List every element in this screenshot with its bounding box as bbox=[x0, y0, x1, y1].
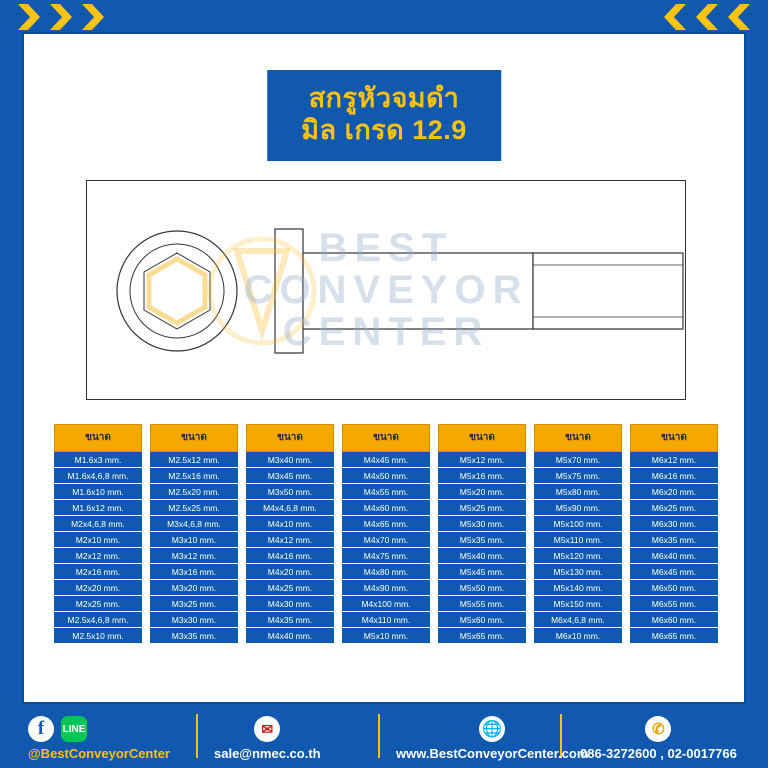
column-header: ขนาด bbox=[150, 424, 238, 452]
chevron-icon bbox=[664, 4, 686, 30]
table-row: M2x10 mm. bbox=[54, 532, 142, 548]
table-row: M4x55 mm. bbox=[342, 484, 430, 500]
table-row: M4x90 mm. bbox=[342, 580, 430, 596]
table-row: M6x16 mm. bbox=[630, 468, 718, 484]
column-header: ขนาด bbox=[246, 424, 334, 452]
phone-number[interactable]: 086-3272600 , 02-0017766 bbox=[580, 746, 737, 761]
table-row: M4x45 mm. bbox=[342, 452, 430, 468]
table-row: M4x35 mm. bbox=[246, 612, 334, 628]
footer-divider bbox=[378, 714, 380, 758]
table-row: M5x60 mm. bbox=[438, 612, 526, 628]
table-row: M5x55 mm. bbox=[438, 596, 526, 612]
table-row: M6x45 mm. bbox=[630, 564, 718, 580]
table-row: M4x10 mm. bbox=[246, 516, 334, 532]
table-row: M6x4,6,8 mm. bbox=[534, 612, 622, 628]
table-row: M6x65 mm. bbox=[630, 628, 718, 643]
table-row: M3x30 mm. bbox=[150, 612, 238, 628]
size-column bbox=[54, 424, 142, 643]
table-row: M5x20 mm. bbox=[438, 484, 526, 500]
table-row: M3x20 mm. bbox=[150, 580, 238, 596]
chevron-icon bbox=[50, 4, 72, 30]
chevron-icon bbox=[696, 4, 718, 30]
table-row: M3x25 mm. bbox=[150, 596, 238, 612]
table-row: M4x100 mm. bbox=[342, 596, 430, 612]
size-column bbox=[630, 424, 718, 643]
size-column bbox=[438, 424, 526, 643]
table-row: M6x12 mm. bbox=[630, 452, 718, 468]
table-row: M3x12 mm. bbox=[150, 548, 238, 564]
table-row: M5x12 mm. bbox=[438, 452, 526, 468]
table-row: M4x60 mm. bbox=[342, 500, 430, 516]
table-row: M2.5x12 mm. bbox=[150, 452, 238, 468]
footer-divider bbox=[196, 714, 198, 758]
table-row: M2x4,6,8 mm. bbox=[54, 516, 142, 532]
column-header: ขนาด bbox=[630, 424, 718, 452]
table-row: M5x140 mm. bbox=[534, 580, 622, 596]
table-row: M4x30 mm. bbox=[246, 596, 334, 612]
chevron-decoration-right bbox=[664, 4, 750, 30]
table-row: M6x50 mm. bbox=[630, 580, 718, 596]
website-url[interactable]: www.BestConveyorCenter.com bbox=[396, 746, 589, 761]
content-page bbox=[22, 32, 746, 704]
table-row: M5x50 mm. bbox=[438, 580, 526, 596]
table-row: M3x4,6,8 mm. bbox=[150, 516, 238, 532]
email-address[interactable]: sale@nmec.co.th bbox=[214, 746, 321, 761]
table-row: M3x45 mm. bbox=[246, 468, 334, 484]
table-row: M5x16 mm. bbox=[438, 468, 526, 484]
table-row: M4x20 mm. bbox=[246, 564, 334, 580]
title-line-2: มิล เกรด 12.9 bbox=[301, 115, 467, 146]
table-row: M6x20 mm. bbox=[630, 484, 718, 500]
watermark-line-2: CONVEYOR bbox=[243, 268, 529, 312]
table-row: M4x50 mm. bbox=[342, 468, 430, 484]
table-row: M1.6x3 mm. bbox=[54, 452, 142, 468]
footer-bar bbox=[0, 704, 768, 768]
table-row: M5x25 mm. bbox=[438, 500, 526, 516]
table-row: M4x25 mm. bbox=[246, 580, 334, 596]
globe-icon[interactable]: 🌐 bbox=[479, 716, 505, 742]
screw-drawing bbox=[87, 181, 686, 400]
table-row: M3x10 mm. bbox=[150, 532, 238, 548]
table-row: M1.6x12 mm. bbox=[54, 500, 142, 516]
table-row: M2.5x20 mm. bbox=[150, 484, 238, 500]
table-row: M5x65 mm. bbox=[438, 628, 526, 643]
table-row: M2x25 mm. bbox=[54, 596, 142, 612]
table-row: M6x35 mm. bbox=[630, 532, 718, 548]
table-row: M4x65 mm. bbox=[342, 516, 430, 532]
chevron-icon bbox=[18, 4, 40, 30]
watermark-line-3: CENTER bbox=[282, 310, 490, 354]
table-row: M2.5x16 mm. bbox=[150, 468, 238, 484]
table-row: M4x70 mm. bbox=[342, 532, 430, 548]
table-row: M2.5x4,6,8 mm. bbox=[54, 612, 142, 628]
chevron-icon bbox=[82, 4, 104, 30]
table-row: M2x20 mm. bbox=[54, 580, 142, 596]
table-row: M5x80 mm. bbox=[534, 484, 622, 500]
table-row: M5x130 mm. bbox=[534, 564, 622, 580]
facebook-handle[interactable]: @BestConveyorCenter bbox=[28, 746, 170, 761]
chevron-icon bbox=[728, 4, 750, 30]
table-row: M5x100 mm. bbox=[534, 516, 622, 532]
table-row: M4x12 mm. bbox=[246, 532, 334, 548]
table-row: M5x110 mm. bbox=[534, 532, 622, 548]
table-row: M5x150 mm. bbox=[534, 596, 622, 612]
table-row: M3x40 mm. bbox=[246, 452, 334, 468]
table-row: M4x110 mm. bbox=[342, 612, 430, 628]
table-row: M5x45 mm. bbox=[438, 564, 526, 580]
size-tables bbox=[54, 424, 718, 643]
title-line-1: สกรูหัวจมดำ bbox=[308, 83, 460, 113]
size-column bbox=[342, 424, 430, 643]
table-row: M2x16 mm. bbox=[54, 564, 142, 580]
table-row: M4x75 mm. bbox=[342, 548, 430, 564]
table-row: M2.5x10 mm. bbox=[54, 628, 142, 643]
watermark-line-1: BEST bbox=[318, 226, 454, 270]
table-row: M6x10 mm. bbox=[534, 628, 622, 643]
table-row: M5x75 mm. bbox=[534, 468, 622, 484]
table-row: M6x60 mm. bbox=[630, 612, 718, 628]
table-row: M5x10 mm. bbox=[342, 628, 430, 643]
mail-icon[interactable]: ✉ bbox=[254, 716, 280, 742]
column-header: ขนาด bbox=[534, 424, 622, 452]
table-row: M5x120 mm. bbox=[534, 548, 622, 564]
table-row: M5x35 mm. bbox=[438, 532, 526, 548]
table-row: M2.5x25 mm. bbox=[150, 500, 238, 516]
size-column bbox=[150, 424, 238, 643]
line-icon[interactable]: LINE bbox=[61, 716, 87, 742]
size-column bbox=[534, 424, 622, 643]
table-row: M4x80 mm. bbox=[342, 564, 430, 580]
table-row: M5x30 mm. bbox=[438, 516, 526, 532]
product-image bbox=[86, 180, 686, 400]
table-row: M6x30 mm. bbox=[630, 516, 718, 532]
table-row: M3x16 mm. bbox=[150, 564, 238, 580]
facebook-icon[interactable]: f bbox=[28, 716, 54, 742]
column-header: ขนาด bbox=[342, 424, 430, 452]
table-row: M6x55 mm. bbox=[630, 596, 718, 612]
table-row: M4x16 mm. bbox=[246, 548, 334, 564]
table-row: M5x70 mm. bbox=[534, 452, 622, 468]
table-row: M5x40 mm. bbox=[438, 548, 526, 564]
table-row: M3x35 mm. bbox=[150, 628, 238, 643]
table-row: M4x40 mm. bbox=[246, 628, 334, 643]
table-row: M6x40 mm. bbox=[630, 548, 718, 564]
page-title bbox=[267, 70, 501, 161]
column-header: ขนาด bbox=[438, 424, 526, 452]
table-row: M1.6x4,6,8 mm. bbox=[54, 468, 142, 484]
table-row: M4x4,6,8 mm. bbox=[246, 500, 334, 516]
chevron-decoration-left bbox=[18, 4, 104, 30]
table-row: M6x25 mm. bbox=[630, 500, 718, 516]
table-row: M5x90 mm. bbox=[534, 500, 622, 516]
table-row: M1.6x10 mm. bbox=[54, 484, 142, 500]
phone-icon[interactable]: ✆ bbox=[645, 716, 671, 742]
table-row: M3x50 mm. bbox=[246, 484, 334, 500]
size-column bbox=[246, 424, 334, 643]
table-row: M2x12 mm. bbox=[54, 548, 142, 564]
column-header: ขนาด bbox=[54, 424, 142, 452]
